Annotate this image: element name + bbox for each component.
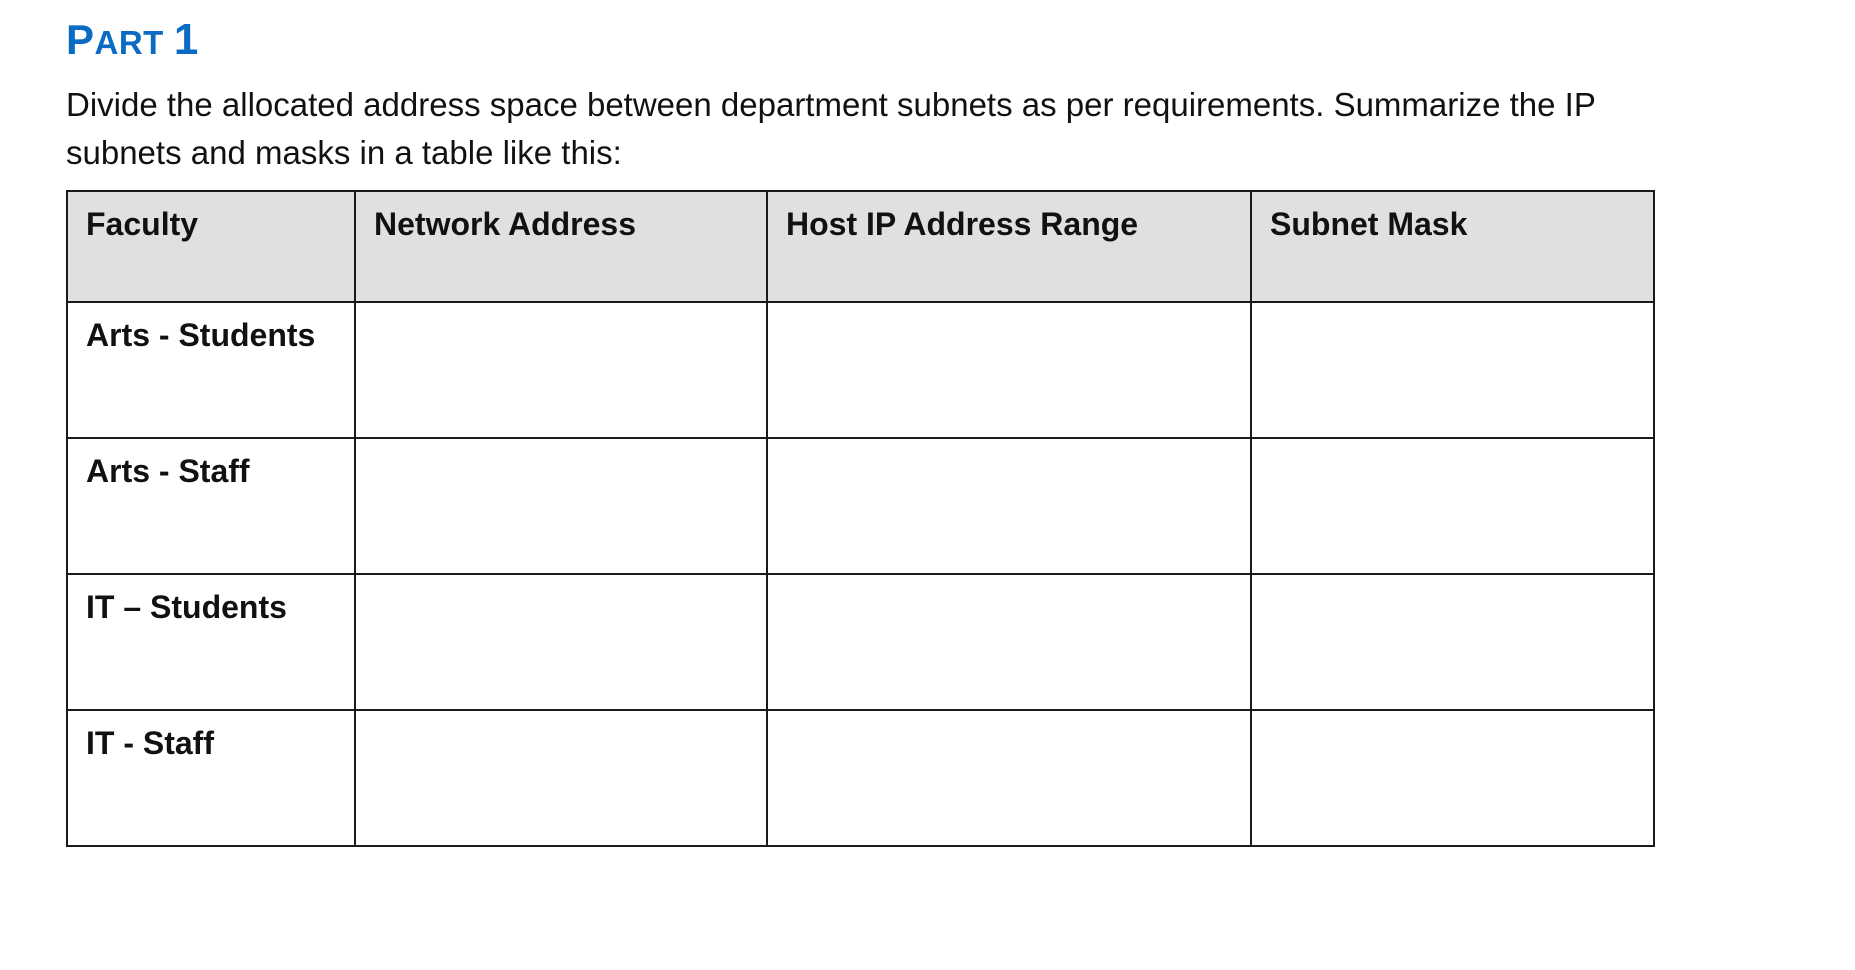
instruction-paragraph: Divide the allocated address space between department subnets as per requirements. Summarize the IP subnets and masks in a table like this:: [66, 86, 1596, 171]
network-address-cell[interactable]: [355, 438, 767, 574]
host-range-cell[interactable]: [767, 302, 1251, 438]
section-heading: [66, 14, 1676, 69]
faculty-cell: Arts - Staff: [67, 438, 355, 574]
network-address-cell[interactable]: [355, 302, 767, 438]
subnet-mask-cell[interactable]: [1251, 710, 1654, 846]
header-host-ip-range: Host IP Address Range: [767, 191, 1251, 302]
table-header-row: [67, 191, 1654, 302]
table-row: [67, 438, 1654, 574]
heading-rest: ART: [94, 24, 164, 61]
network-address-cell[interactable]: [355, 574, 767, 710]
host-range-cell[interactable]: [767, 574, 1251, 710]
faculty-cell: IT - Staff: [67, 710, 355, 846]
document-page: [66, 14, 1676, 761]
heading-number: 1: [173, 15, 199, 64]
table-row: [67, 710, 1654, 846]
faculty-cell: Arts - Students: [67, 302, 355, 438]
subnet-mask-cell[interactable]: [1251, 574, 1654, 710]
subnet-mask-cell[interactable]: [1251, 302, 1654, 438]
host-range-cell[interactable]: [767, 710, 1251, 846]
table-row: [67, 574, 1654, 710]
subnet-summary-table: [66, 190, 1655, 847]
host-range-cell[interactable]: [767, 438, 1251, 574]
heading-initial: P: [66, 16, 95, 63]
faculty-cell: IT – Students: [67, 574, 355, 710]
header-network-address: Network Address: [355, 191, 767, 302]
header-subnet-mask: Subnet Mask: [1251, 191, 1654, 302]
subnet-mask-cell[interactable]: [1251, 438, 1654, 574]
network-address-cell[interactable]: [355, 710, 767, 846]
table-row: [67, 302, 1654, 438]
header-faculty: Faculty: [67, 191, 355, 302]
